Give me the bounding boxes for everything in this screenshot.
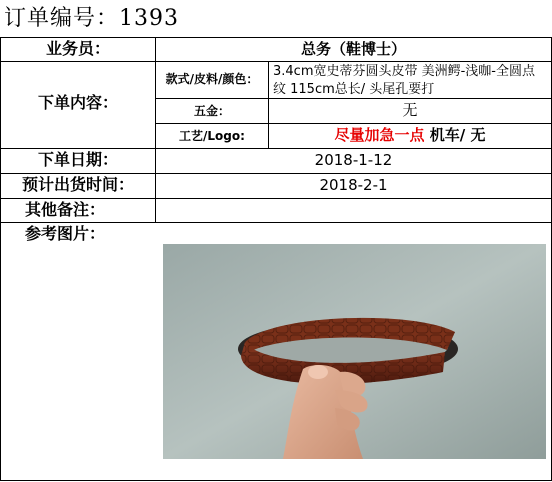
hardware-label: 五金： — [193, 104, 230, 118]
order-content-label: 下单内容： — [37, 93, 118, 112]
ship-date-label: 预计出货时间： — [21, 175, 134, 194]
hardware-value: 无 — [402, 101, 418, 119]
craft-value — [269, 124, 551, 148]
craft-urgent-note: 尽量加急一点 — [334, 126, 425, 144]
ship-date-value: 2018-2-1 — [319, 176, 388, 194]
order-date-value: 2018-1-12 — [314, 151, 393, 169]
remarks-value — [156, 199, 551, 222]
remarks-label: 其他备注： — [25, 200, 106, 219]
salesperson-value: 总务（鞋博士） — [300, 40, 406, 58]
grid-line — [0, 480, 552, 481]
salesperson-label: 业务员： — [45, 39, 110, 58]
style-label: 款式/皮料/颜色： — [165, 72, 259, 86]
style-value: 3.4cm宽史蒂芬圆头皮带 美洲鳄-浅咖-全圆点纹 115cm总长/ 头尾孔要打 — [273, 64, 535, 97]
order-title: 订单编号：1393 — [4, 6, 179, 31]
craft-rest: 机车/ 无 — [424, 126, 486, 144]
reference-photo — [163, 244, 546, 459]
order-date-label: 下单日期： — [37, 150, 118, 169]
craft-label: 工艺/Logo: — [179, 129, 245, 143]
reference-label: 参考图片： — [25, 224, 106, 243]
